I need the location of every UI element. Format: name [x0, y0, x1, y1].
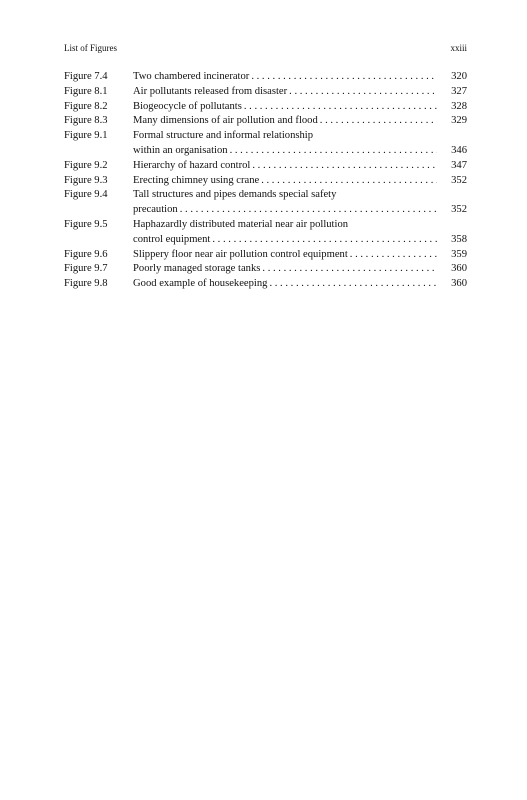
- dot-leader: [269, 277, 437, 292]
- figure-page-number: 352: [451, 204, 467, 216]
- figure-entry-line: [64, 114, 467, 129]
- figure-caption: Good example of housekeeping: [133, 278, 268, 290]
- figure-entry: [64, 262, 467, 277]
- figure-page-number: 347: [451, 159, 467, 171]
- caption-with-leader: [133, 70, 467, 85]
- figure-page-number: 360: [451, 278, 467, 290]
- figure-entry-line: [64, 85, 467, 100]
- figure-caption: within an organisation: [133, 144, 228, 156]
- figure-entry: [64, 174, 467, 189]
- dot-leader: [252, 159, 437, 174]
- figure-caption: Erecting chimney using crane: [133, 174, 260, 186]
- list-of-figures: [64, 70, 467, 292]
- figure-caption: Haphazardly distributed material near air pollution: [133, 218, 349, 230]
- dot-leader: [251, 70, 437, 85]
- figure-entry-line: [64, 262, 467, 277]
- figure-page-number: 359: [451, 248, 467, 260]
- figure-page-number: 352: [451, 174, 467, 186]
- figure-entry-line: [64, 248, 467, 263]
- dot-leader: [230, 144, 437, 159]
- figure-caption: Many dimensions of air pollution and flood: [133, 115, 318, 127]
- figure-page-number: 358: [451, 233, 467, 245]
- figure-entry: [64, 277, 467, 292]
- figure-label: Figure 8.2: [64, 100, 108, 112]
- figure-entry: [64, 100, 467, 115]
- figure-entry: [64, 159, 467, 174]
- figure-entry: [64, 188, 467, 218]
- caption-with-leader: [133, 262, 467, 277]
- figure-label: Figure 9.2: [64, 159, 108, 171]
- figure-entry-line: [64, 233, 467, 248]
- figure-label: Figure 7.4: [64, 71, 108, 82]
- figure-entry-line: [64, 174, 467, 189]
- running-head: [64, 42, 467, 54]
- page-number: xxiii: [450, 43, 467, 53]
- figure-page-number: 360: [451, 263, 467, 275]
- figure-caption: control equipment: [133, 233, 211, 245]
- dot-leader: [244, 100, 437, 115]
- dot-leader: [320, 114, 437, 129]
- figure-caption: Poorly managed storage tanks: [133, 263, 261, 275]
- figure-caption: Tall structures and pipes demands special safety: [133, 189, 337, 201]
- figure-entry-line: [64, 188, 467, 203]
- figure-page-number: 346: [451, 144, 467, 156]
- caption-with-leader: [133, 114, 467, 129]
- figure-entry: [64, 129, 467, 159]
- figure-caption: Formal structure and informal relationship: [133, 130, 314, 142]
- dot-leader: [261, 174, 437, 189]
- figure-entry-line: [64, 277, 467, 292]
- figure-label: Figure 9.7: [64, 263, 108, 275]
- figure-entry-line: [64, 203, 467, 218]
- figure-caption: precaution: [133, 204, 178, 216]
- figure-entry: [64, 248, 467, 263]
- figure-page-number: 327: [451, 85, 467, 97]
- figure-entry: [64, 85, 467, 100]
- running-head-title: List of Figures: [64, 43, 117, 53]
- figure-entry-line: [64, 159, 467, 174]
- figure-entry-line: [64, 100, 467, 115]
- figure-label: Figure 9.5: [64, 218, 108, 230]
- figure-caption: Hierarchy of hazard control: [133, 159, 251, 171]
- caption-with-leader: [133, 159, 467, 174]
- figure-caption: Air pollutants released from disaster: [133, 85, 288, 97]
- caption-with-leader: [133, 203, 467, 218]
- dot-leader: [180, 203, 437, 218]
- caption-with-leader: [133, 174, 467, 189]
- figure-label: Figure 8.3: [64, 115, 108, 127]
- caption-with-leader: [133, 277, 467, 292]
- figure-entry: [64, 114, 467, 129]
- figure-label: Figure 9.8: [64, 278, 108, 290]
- figure-caption: Biogeocycle of pollutants: [133, 100, 242, 112]
- figure-caption: Two chambered incinerator: [133, 71, 250, 82]
- figure-label: Figure 9.4: [64, 189, 108, 201]
- dot-leader: [289, 85, 437, 100]
- figure-entry-line: [64, 144, 467, 159]
- figure-entry-line: [64, 129, 467, 144]
- caption-with-leader: [133, 233, 467, 248]
- dot-leader: [350, 248, 437, 263]
- caption-with-leader: [133, 144, 467, 159]
- figure-page-number: 328: [451, 100, 467, 112]
- figure-entry-line: [64, 70, 467, 85]
- dot-leader: [212, 233, 437, 248]
- figure-entry: [64, 70, 467, 85]
- figure-entry-line: [64, 218, 467, 233]
- figure-label: Figure 9.6: [64, 248, 108, 260]
- dot-leader: [262, 262, 437, 277]
- figure-label: Figure 8.1: [64, 85, 108, 97]
- caption-with-leader: [133, 85, 467, 100]
- figure-label: Figure 9.1: [64, 130, 108, 142]
- figure-entry: [64, 218, 467, 248]
- figure-caption: Slippery floor near air pollution control equipment: [133, 248, 348, 260]
- caption-with-leader: [133, 100, 467, 115]
- figure-page-number: 320: [451, 71, 467, 82]
- figure-page-number: 329: [451, 115, 467, 127]
- figure-label: Figure 9.3: [64, 174, 108, 186]
- caption-with-leader: [133, 248, 467, 263]
